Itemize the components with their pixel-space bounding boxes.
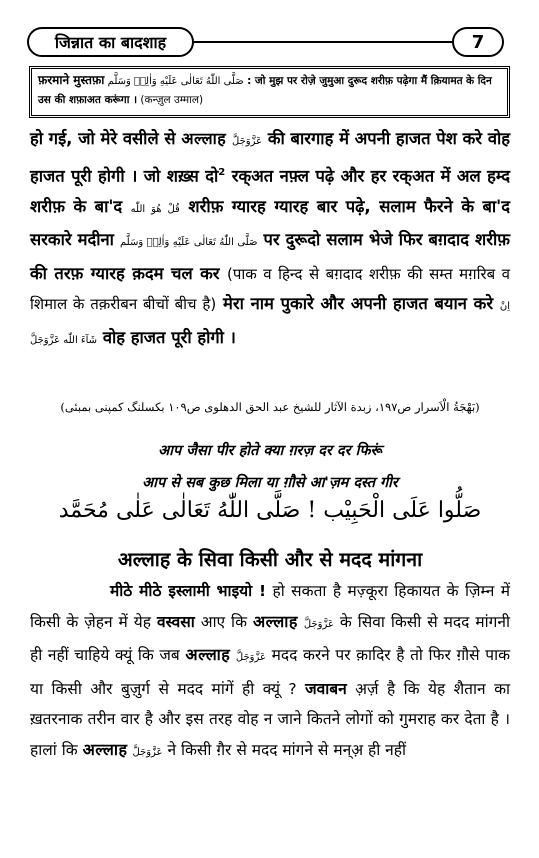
allah-word: अल्लाह — [181, 129, 227, 148]
salat-line: صَلُّوا عَلَی الْحَبِیْب ! صَلَّی اللّٰهُ تَعَالٰی عَلٰی مُحَمَّد — [58, 498, 482, 523]
main-text-8: वोह हाजत पूरी होगी । — [102, 327, 236, 347]
main-text-3: रक्अत नफ़्ल पढ़े और हर रक्अत में अल हम्द शरीफ़ के बा'द — [30, 166, 511, 216]
allah-word: अल्लाह — [185, 645, 231, 664]
book-title: जिन्नात का बादशाह — [27, 27, 194, 57]
azza-honorific: عَزَّوَجَلَّ — [232, 136, 263, 147]
body2-text-3: के सिवा किसी से मदद मांगनी ही नहीं चाहिये क्यूं कि जब — [30, 612, 510, 664]
body2-text-6: ने किसी ग़ैर से मदद मांगने से मन्अ़ ही नहीं — [167, 740, 406, 759]
page-number: 7 — [452, 27, 504, 57]
hadith-frame — [29, 66, 510, 118]
body2-lead: मीठे मीठे इस्लामी भाइयो ! — [110, 582, 267, 600]
frame-reference: (कन्ज़ुल उम्माल) — [140, 94, 204, 106]
allah-word: अल्लाह — [82, 739, 128, 759]
main-text-2: की बारगाह में अपनी हाजत पेश करे वोह हाजत पूरी होगी । जो शख़्स दो — [30, 129, 511, 185]
source-reference: (بَهْجَةُ الْاَسرار ص١٩٧، زبدة الآثار للشيخ عبد الحق الدهلوی ص١٠٩ بکسلنگ کمپنی بمبئی) — [60, 400, 480, 414]
body2-text-5: अ़र्ज़ है कि येह शैतान का ख़तरनाक तरीन वार है और इस तरह वोह न जाने कितने लोगों को गुमराह कर देता है । हालां कि — [30, 679, 510, 759]
frame-text-a: : जो मुझ पर रोज़े जुमुआ दुरूद शरीफ़ पढ़ेगा मैं क़ियामत — [247, 75, 463, 87]
ikhlas-arabic: قُلْ هُوَ اللّٰه — [130, 203, 180, 215]
salla-honorific: صَلَّى اللّٰهُ تَعَالٰی عَلَیْهِ وَاٰلِهٖ وَسَلَّم — [120, 237, 258, 248]
allah-word: अल्लाह — [252, 611, 298, 631]
inshallah-arabic: اِنْ شَآءَ اللّٰه عَزَّوَجَلَّ — [30, 301, 510, 346]
frame-salutation: صَلَّى اللّٰهُ تَعَالٰی عَلَیْهِ وَاٰلِهٖ وَسَلَّم — [107, 76, 244, 87]
main-text-1: हो गई, जो मेरे वसीले से — [30, 129, 176, 148]
main-text-6: (पाक व हिन्द से बग़दाद शरीफ़ की सम्त मग़रिब व शिमाल के तक़रीबन बीचों बीच है) — [30, 264, 510, 313]
azza-honorific: عَزَّوَجَلَّ — [132, 746, 163, 758]
frame-text-b: के दिन उस की शफ़ाअत करूंगा । — [38, 75, 492, 106]
body2-text-4: मदद करने पर क़ादिर है तो फिर ग़ौसे पाक या किसी और बुज़ुर्ग से मदद मांगें ही क्यूं ? — [30, 646, 510, 698]
azza-honorific: عَزَّوَجَلَّ — [235, 652, 266, 663]
main-text-5: पर दुरूदो सलाम भेजे फिर बग़दाद शरीफ़ की तरफ़ ग्यारह क़दम चल कर — [30, 230, 510, 283]
couplet-line-1: आप जैसा पीर होते क्या ग़रज़ दर दर फिरूं — [158, 443, 382, 459]
main-paragraph — [30, 124, 510, 356]
body2-text-1: हो सकता है मज़्कूरा हिकायत के ज़िम्न में किसी के ज़ेहन में येह — [30, 582, 510, 631]
wasvasa-word: वस्वसा — [156, 612, 195, 631]
couplet-line-2: आप से सब कुछ मिला या ग़ौसे आ'ज़म दस्त गीर — [142, 475, 398, 491]
frame-heading: फ़रमाने मुस्तफ़ा — [38, 73, 105, 87]
header-rule — [194, 41, 452, 43]
jawaban-word: जवाबन — [305, 679, 347, 698]
main-text-7: मेरा नाम पुकारे और अपनी हाजत बयान करे — [222, 294, 494, 313]
section-heading: अल्लाह के सिवा किसी और से मदद मांगना — [117, 548, 423, 571]
body2-text-2: आए कि — [200, 612, 247, 631]
body-paragraph-2 — [30, 576, 510, 768]
main-text-4: शरीफ़ ग्यारह ग्यारह बार पढ़े, सलाम फैरने के बा'द सरकारे मदीना — [30, 196, 511, 249]
superscript-2: 2 — [218, 166, 226, 178]
azza-honorific: عَزَّوَجَلَّ — [303, 618, 334, 630]
